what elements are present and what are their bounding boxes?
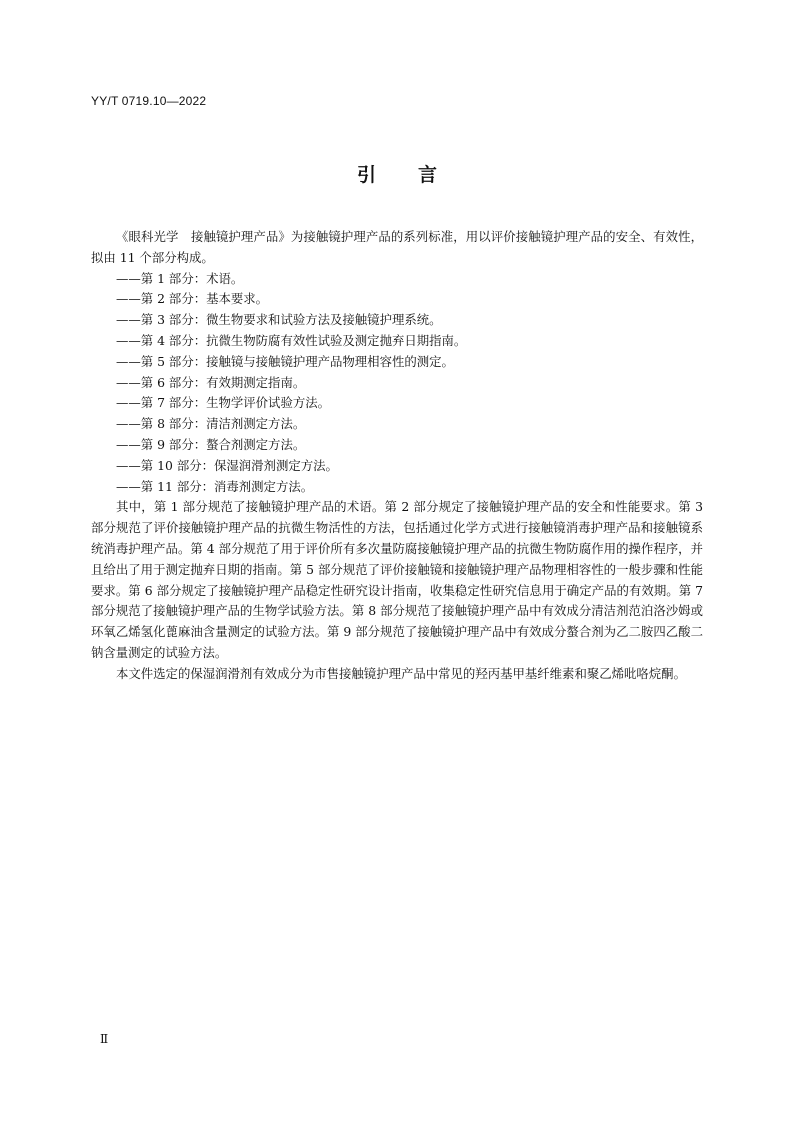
intro-paragraph: 《眼科光学 接触镜护理产品》为接触镜护理产品的系列标准，用以评价接触镜护理产品的安全、有效性，拟由 11 个部分构成。 [91, 229, 703, 265]
part-item-3: ——第 3 部分：微生物要求和试验方法及接触镜护理系统。 [116, 312, 442, 328]
part-item-5: ——第 5 部分：接触镜与接触镜护理产品物理相容性的测定。 [116, 353, 454, 369]
part-item-8: ——第 8 部分：清洁剂测定方法。 [116, 416, 306, 432]
page-number: Ⅱ [100, 1032, 109, 1046]
scope-paragraph: 本文件选定的保湿润滑剂有效成分为市售接触镜护理产品中常见的羟丙基甲基纤维素和聚乙烯吡咯烷酮。 [116, 665, 686, 681]
part-item-9: ——第 9 部分：螯合剂测定方法。 [116, 436, 306, 452]
part-item-2: ——第 2 部分：基本要求。 [116, 291, 269, 307]
part-item-4: ——第 4 部分：抗微生物防腐有效性试验及测定抛弃日期指南。 [116, 332, 467, 348]
parts-list [91, 269, 703, 498]
part-item-1: ——第 1 部分：术语。 [116, 270, 244, 286]
part-item-11: ——第 11 部分：消毒剂测定方法。 [116, 478, 314, 494]
document-body [91, 227, 703, 685]
part-item-10: ——第 10 部分：保湿润滑剂测定方法。 [116, 457, 338, 473]
part-item-7: ——第 7 部分：生物学评价试验方法。 [116, 395, 331, 411]
summary-paragraph: 其中，第 1 部分规范了接触镜护理产品的术语。第 2 部分规定了接触镜护理产品的安全和性能要求。第 3 部分规范了评价接触镜护理产品的抗微生物活性的方法，包括通过化学方式进行接触镜消毒护理产品和接触镜系统消毒护理产品。第 4 部分规范了用于评价所有多次量防腐接触镜护理产品的抗微生物防腐作用的操作程序，并且给出了用于测定抛弃日期的指南。第 5 部分规范了评价接触镜和接触镜护理产品物理相容性的一般步骤和性能要求。第 6 部分规定了接触镜护理产品稳定性研究设计指南，收集稳定性研究信息用于确定产品的有效期。第 7 部分规范了接触镜护理产品的生物学试验方法。第 8 部分规范了接触镜护理产品中有效成分清洁剂范泊洛沙姆或环氧乙烯氢化蓖麻油含量测定的试验方法。第 9 部分规范了接触镜护理产品中有效成分螯合剂为乙二胺四乙酸二钠含量测定的试验方法。 [91, 499, 703, 660]
page-title: 引言 [356, 164, 479, 186]
standard-code: YY/T 0719.10—2022 [91, 94, 207, 108]
part-item-6: ——第 6 部分：有效期测定指南。 [116, 374, 306, 390]
